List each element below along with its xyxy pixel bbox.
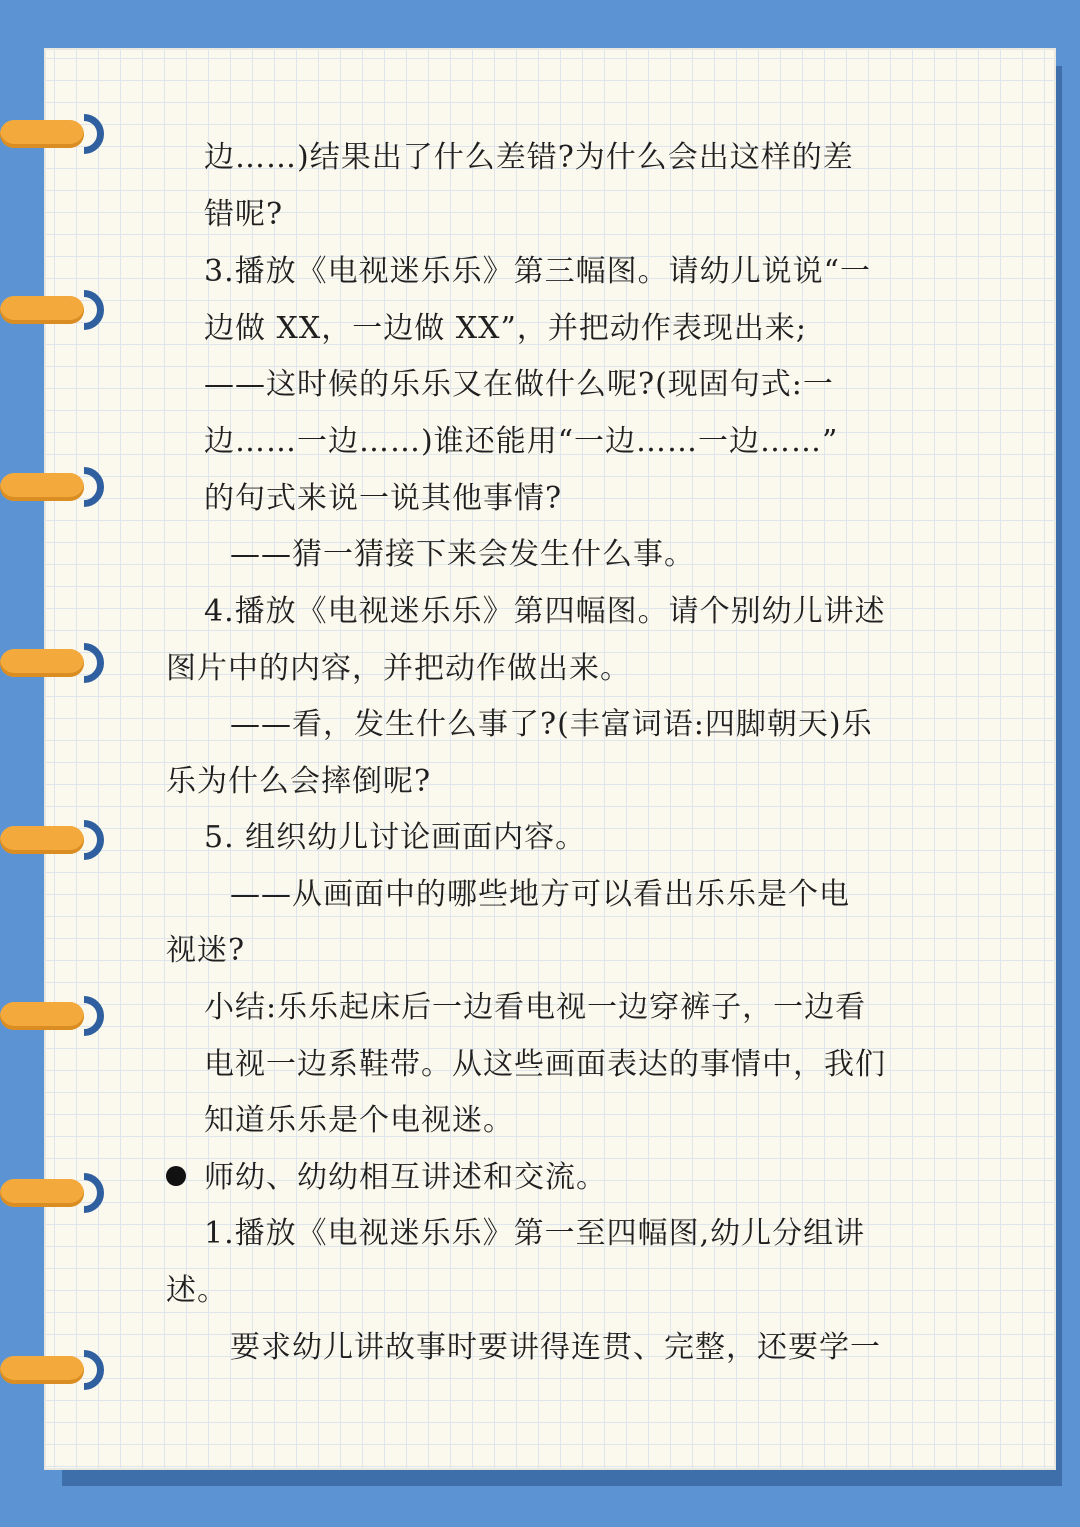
- text-line: 乐为什么会摔倒呢?: [166, 764, 432, 799]
- text-line: 边……一边……)谁还能用“一边……一边……”: [204, 424, 839, 459]
- text-line: ——从画面中的哪些地方可以看出乐乐是个电: [230, 877, 850, 912]
- text-line: 边做 XX，一边做 XX”，并把动作表现出来;: [204, 311, 807, 346]
- text-line: 5. 组织幼儿讨论画面内容。: [204, 820, 587, 855]
- text-line: 知道乐乐是个电视迷。: [204, 1103, 514, 1138]
- text-line: ——看，发生什么事了?(丰富词语:四脚朝天)乐: [230, 707, 873, 742]
- text-line: 电视一边系鞋带。从这些画面表达的事情中，我们: [204, 1047, 886, 1082]
- text-line: 小结:乐乐起床后一边看电视一边穿裤子，一边看: [204, 990, 867, 1025]
- text-line: 边……)结果出了什么差错?为什么会出这样的差: [204, 140, 854, 175]
- text-line: 视迷?: [166, 933, 246, 968]
- text-line: 3.播放《电视迷乐乐》第三幅图。请幼儿说说“一: [204, 254, 871, 289]
- text-line: 要求幼儿讲故事时要讲得连贯、完整，还要学一: [230, 1330, 881, 1365]
- text-line: 4.播放《电视迷乐乐》第四幅图。请个别幼儿讲述: [204, 594, 886, 629]
- text-line: 图片中的内容，并把动作做出来。: [166, 651, 631, 686]
- text-line: 述。: [166, 1273, 228, 1308]
- text-line: ——这时候的乐乐又在做什么呢?(现固句式:一: [204, 367, 834, 402]
- text-line: 1.播放《电视迷乐乐》第一至四幅图,幼儿分组讲: [204, 1216, 866, 1251]
- text-line: 错呢?: [204, 197, 284, 232]
- bullet-dot: [166, 1166, 186, 1186]
- text-line: 师幼、幼幼相互讲述和交流。: [204, 1160, 607, 1195]
- text-line: 的句式来说一说其他事情?: [204, 481, 563, 516]
- text-line: ——猜一猜接下来会发生什么事。: [230, 537, 695, 572]
